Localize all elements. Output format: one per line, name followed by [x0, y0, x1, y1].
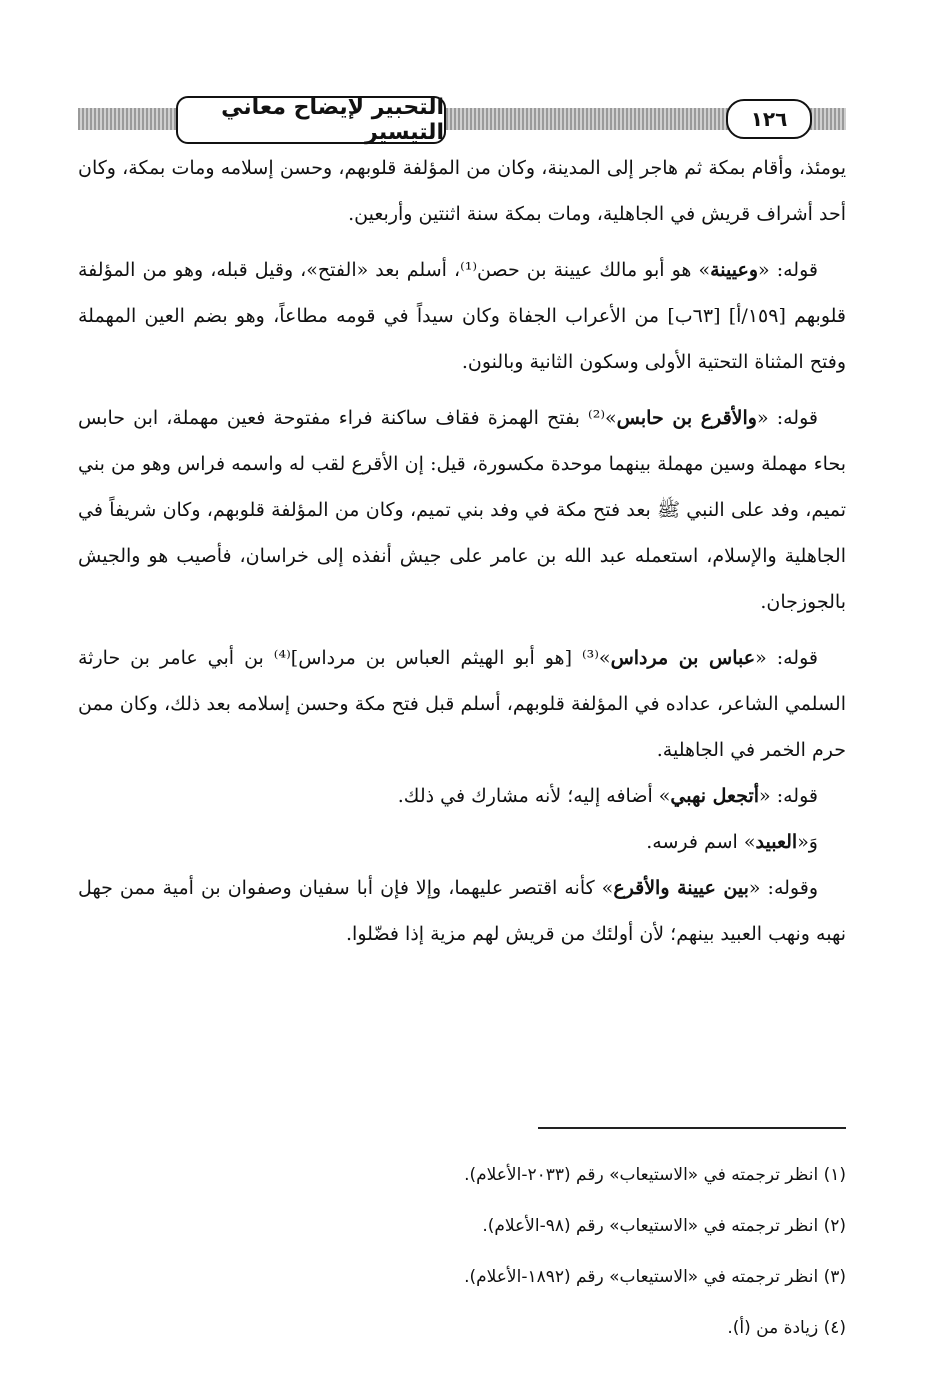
paragraph-text: » أضافه إليه؛ لأنه مشارك في ذلك. [397, 785, 671, 807]
footnote: (٤) زيادة من (أ). [727, 1318, 846, 1338]
paragraph-lead: قوله: « [756, 407, 818, 429]
paragraph [78, 395, 846, 625]
commented-term: وعيينة [710, 259, 759, 281]
paragraph [78, 773, 846, 819]
paragraph [78, 635, 846, 773]
paragraph-text: » كأنه اقتصر عليهما، وإلا فإن أبا سفيان وصفوان بن أمية ممن جهل نهبه ونهب العبيد بينهم؛ لأن أولئك من قريش لهم مزية إذا فضّلوا. [78, 877, 846, 945]
commented-term: أتجعل نهبي [670, 785, 760, 807]
paragraph [78, 865, 846, 957]
commented-term: عباس بن مرداس [610, 647, 756, 669]
footnote: (١) انظر ترجمته في «الاستيعاب» رقم (٢٠٣٣-الأعلام). [464, 1165, 846, 1185]
commented-term: والأقرع بن حابس [616, 407, 757, 429]
book-title: التحبير لإيضاح معاني التيسير [176, 96, 446, 144]
paragraph [78, 819, 846, 865]
footnotes [146, 1150, 846, 1354]
paragraph [78, 247, 846, 385]
paragraph-lead: قوله: « [755, 647, 818, 669]
commented-term: العبيد [755, 831, 798, 853]
paragraph-text: »⁽³⁾ [هو أبو الهيثم العباس بن مرداس]⁽⁴⁾ بن أبي عامر بن حارثة السلمي الشاعر، عداده في المؤلفة قلوبهم، أسلم قبل فتح مكة وحسن إسلامه بعد ذلك، وكان ممن حرم الخمر في الجاهلية. [78, 647, 846, 761]
paragraph-lead: وَ« [797, 831, 818, 853]
commented-term: بين عيينة والأقرع [613, 877, 749, 899]
paragraph: يومئذ، وأقام بمكة ثم هاجر إلى المدينة، وكان من المؤلفة قلوبهم، وحسن إسلامه ومات بمكة، وكان أحد أشراف قريش في الجاهلية، ومات بمكة سنة اثنتين وأربعين. [78, 157, 846, 225]
footnote: (٢) انظر ترجمته في «الاستيعاب» رقم (٩٨-الأعلام). [482, 1216, 846, 1236]
page-header [78, 95, 846, 145]
page-number: ١٢٦ [726, 99, 812, 139]
paragraph-lead: وقوله: « [748, 877, 818, 899]
footnote: (٣) انظر ترجمته في «الاستيعاب» رقم (١٨٩٢-الأعلام). [464, 1267, 846, 1287]
main-text [78, 145, 846, 957]
paragraph-lead: قوله: « [758, 259, 818, 281]
paragraph-text: »⁽²⁾ بفتح الهمزة فقاف ساكنة فراء مفتوحة فعين مهملة، ابن حابس بحاء مهملة وسين مهملة بينهما موحدة مكسورة، قيل: إن الأقرع لقب له واسمه فراس وهو من بني تميم، وفد على النبي ﷺ بعد فتح مكة في وفد بني تميم، وكان من المؤلفة قلوبهم، وكان شريفاً في الجاهلية والإسلام، استعمله عبد الله بن عامر على جيش أنفذه إلى خراسان، فأصيب هو والجيش بالجوزجان. [78, 407, 846, 613]
footnote-separator [538, 1127, 846, 1129]
paragraph-text: » هو أبو مالك عيينة بن حصن⁽¹⁾، أسلم بعد «الفتح»، وقيل قبله، وهو من المؤلفة قلوبهم [١٥٩/أ] [٦٣ب] من الأعراب الجفاة وكان سيداً في قومه مطاعاً، وهو بضم العين المهملة وفتح المثناة التحتية الأولى وسكون الثانية وبالنون. [78, 259, 847, 373]
paragraph-text: » اسم فرسه. [646, 831, 756, 853]
paragraph-lead: قوله: « [759, 785, 818, 807]
